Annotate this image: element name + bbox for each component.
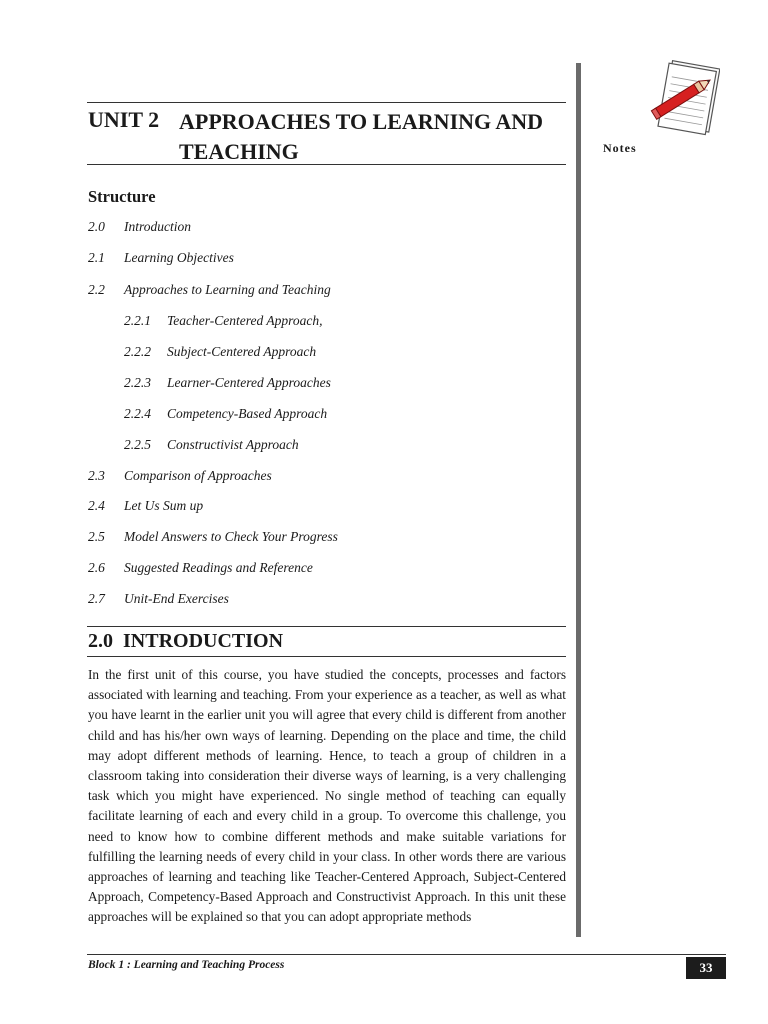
toc-item: 2.3 Comparison of Approaches	[88, 468, 272, 483]
section-bottom-rule	[87, 656, 566, 657]
structure-heading: Structure	[88, 187, 156, 206]
heading-bottom-rule	[87, 164, 566, 165]
section-heading: 2.0 INTRODUCTION	[88, 630, 284, 652]
toc-item: 2.4 Let Us Sum up	[88, 498, 204, 513]
margin-divider	[576, 63, 581, 937]
page-number: 33	[686, 957, 726, 979]
heading-top-rule	[87, 102, 566, 103]
toc-subitem: 2.2.3 Learner-Centered Approaches	[124, 375, 331, 390]
notes-label: Notes	[603, 141, 637, 155]
toc-item: 2.6 Suggested Readings and Reference	[88, 560, 313, 575]
intro-paragraph: In the first unit of this course, you have studied the concepts, processes and factors associated with learning and teaching. From your experience as a teacher, as well as what you have learnt in the earlier unit you will agree that every child is different from another child and has his/her own ways of learning. Depending on the place and time, the child may adopt different methods of learning. Hence, to teach a group of children in a classroom taking into consideration their diverse ways of learning, is a very challenging task which you might have experienced. No single method of teaching can equally facilitate learning of each and every child in a group. To overcome this challenge, you need to know how to combine different methods and make suitable variations for fulfilling the learning needs of every child in your class. In other words there are various approaches of learning and teaching like Teacher-Centered Approach, Subject-Centered Approach, Competency-Based Approach and Constructivist Approach. In this unit these approaches will be explained so that you can adopt appropriate methods	[88, 667, 566, 925]
toc-item: 2.5 Model Answers to Check Your Progress	[88, 529, 338, 544]
footer-block-title: Block 1 : Learning and Teaching Process	[88, 959, 285, 971]
toc-subitem: 2.2.5 Constructivist Approach	[124, 437, 299, 452]
toc-item: 2.1 Learning Objectives	[88, 250, 234, 265]
unit-number: UNIT 2	[88, 107, 160, 132]
toc-item: 2.0 Introduction	[88, 219, 191, 234]
toc-item: 2.2 Approaches to Learning and Teaching	[88, 282, 331, 297]
unit-title: APPROACHES TO LEARNING AND TEACHING	[179, 109, 544, 164]
toc-item: 2.7 Unit-End Exercises	[88, 591, 229, 606]
toc-subitem: 2.2.1 Teacher-Centered Approach,	[124, 313, 323, 328]
section-top-rule	[87, 626, 566, 627]
toc-subitem: 2.2.4 Competency-Based Approach	[124, 406, 328, 421]
notepad-with-pencil-icon	[648, 58, 720, 142]
toc-subitem: 2.2.2 Subject-Centered Approach	[124, 344, 317, 359]
footer-rule	[87, 954, 726, 955]
